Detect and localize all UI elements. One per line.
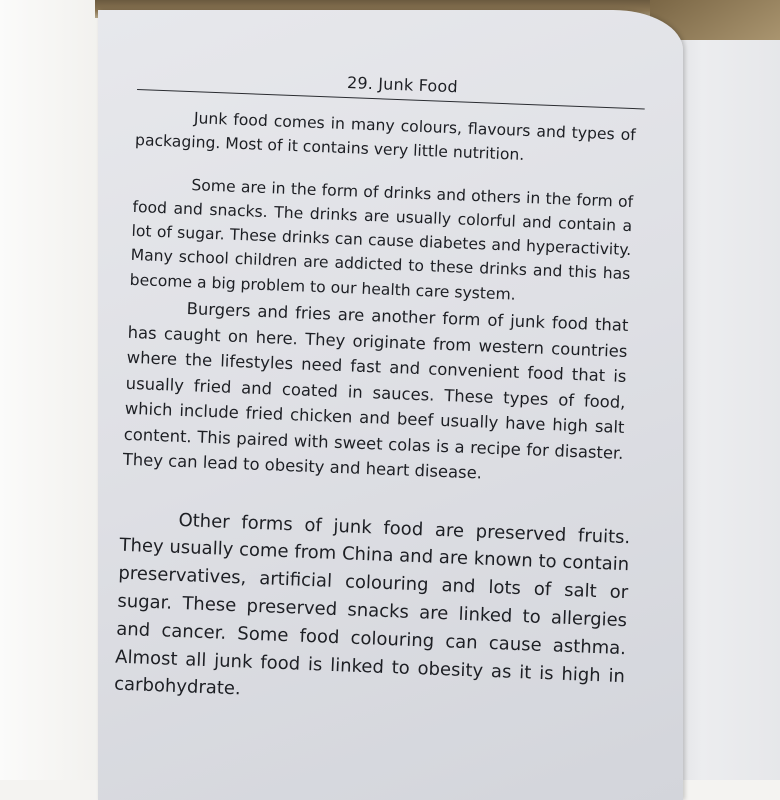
background-surface	[0, 0, 100, 780]
paragraph-1: Junk food comes in many colours, flavours and types of packaging. Most of it contains very little nutrition.	[134, 109, 637, 165]
book-page	[98, 10, 683, 800]
paragraph-4: Other forms of junk food are preserved fruits. They usually come from China and are known to contain preservatives, artificial colouring and lots of salt or sugar. These preserved snacks are linked to allergies and cancer. Some food colouring can cause asthma. Almost all junk food is linked to obesity as it is high in carbohydrate.	[113, 509, 631, 700]
paragraph-3: Burgers and fries are another form of junk food that has caught on here. They originate from western countries where the lifestyles need fast and convenient food that is usually fried and coated in sauces. These types of food, which include fried chicken and beef usually have high salt content. This paired with sweet colas is a recipe for disaster. They can lead to obesity and heart disease.	[122, 299, 629, 483]
chapter-title: 29. Junk Food	[346, 73, 459, 97]
page-content	[113, 65, 638, 736]
paragraph-2: Some are in the form of drinks and others in the form of food and snacks. The drinks are usually colorful and contain a lot of sugar. These drinks can cause diabetes and hyperactivity. Many school children are addicted to these drinks and this has become a big problem to our health care system.	[129, 175, 634, 304]
